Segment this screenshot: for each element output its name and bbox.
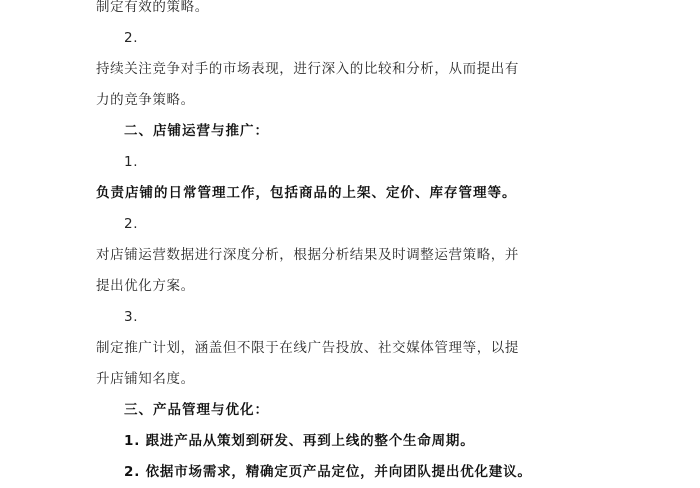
list-item: 2. 依据市场需求，精确定页产品定位，并向团队提出优化建议。 <box>124 464 532 480</box>
paragraph-line: 力的竞争策略。 <box>96 92 195 108</box>
list-number: 1. <box>124 154 139 170</box>
list-number: 2. <box>124 30 139 46</box>
paragraph-line: 制定推广计划，涵盖但不限于在线广告投放、社交媒体管理等，以提 <box>96 340 519 356</box>
paragraph-line: 持续关注竞争对手的市场表现，进行深入的比较和分析，从而提出有 <box>96 61 519 77</box>
paragraph-line: 负责店铺的日常管理工作，包括商品的上架、定价、库存管理等。 <box>96 185 517 201</box>
document-body <box>96 0 604 488</box>
paragraph-line: 对店铺运营数据进行深度分析，根据分析结果及时调整运营策略，并 <box>96 247 519 263</box>
list-number: 2. <box>124 216 139 232</box>
paragraph-line: 制定有效的策略。 <box>96 0 209 15</box>
list-number: 3. <box>124 309 139 325</box>
section-heading: 二、店铺运营与推广： <box>124 123 269 139</box>
paragraph-line: 升店铺知名度。 <box>96 371 195 387</box>
section-heading: 三、产品管理与优化： <box>124 402 269 418</box>
list-item: 1. 跟进产品从策划到研发、再到上线的整个生命周期。 <box>124 433 475 449</box>
paragraph-line: 提出优化方案。 <box>96 278 195 294</box>
